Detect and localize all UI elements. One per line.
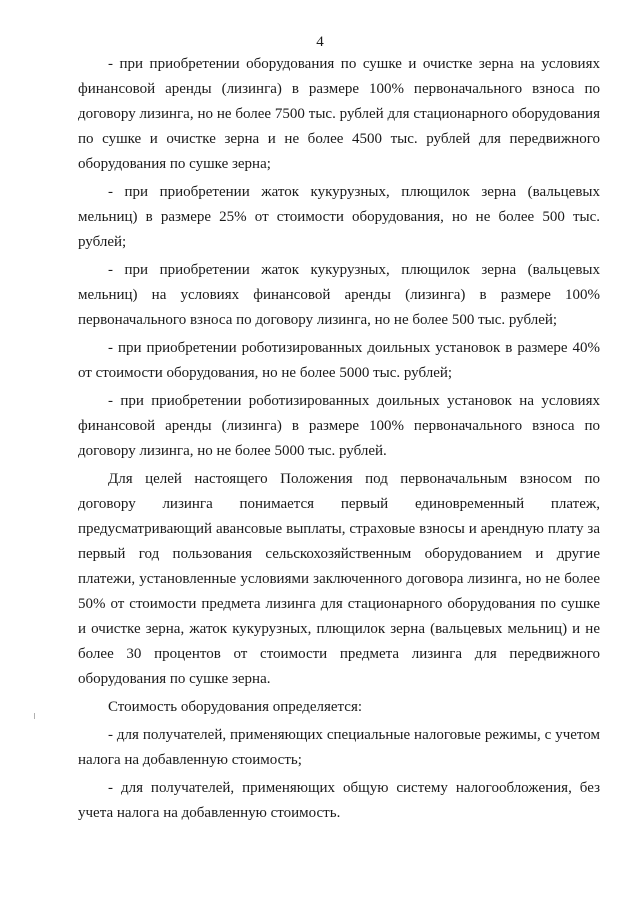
- paragraph-milking-robots-leasing: - при приобретении роботизированных доильных установок на условиях финансовой аренды (лизинга) в размере 100% первоначального взноса по договору лизинга, но не более 5000 тыс. рублей.: [78, 393, 600, 459]
- paragraph-general-tax-system: - для получателей, применяющих общую систему налогообложения, без учета налога на добавленную стоимость.: [78, 780, 600, 821]
- scan-artifact: [34, 713, 35, 719]
- document-body: [78, 52, 600, 829]
- paragraph-initial-payment-definition: Для целей настоящего Положения под первоначальным взносом по договору лизинга понимается первый единовременный платеж, предусматривающий авансовые выплаты, страховые взносы и арендную плату за первый год пользования сельскохозяйственным оборудованием и другие платежи, установленные условиями заключенного договора лизинга, но не более 50% от стоимости предмета лизинга для стационарного оборудования по сушке и очистке зерна, жаток кукурузных, плющилок зерна (вальцевых мельниц) и не более 30 процентов от стоимости предмета лизинга для передвижного оборудования по сушке зерна.: [78, 471, 600, 687]
- paragraph-cost-determination: Стоимость оборудования определяется:: [108, 699, 363, 715]
- paragraph-special-tax-regime: - для получателей, применяющих специальные налоговые режимы, с учетом налога на добавленную стоимость;: [78, 727, 600, 768]
- paragraph-leasing-drying-equipment: - при приобретении оборудования по сушке и очистке зерна на условиях финансовой аренды (лизинга) в размере 100% первоначального взноса по договору лизинга, но не более 7500 тыс. рублей для стационарного оборудования по сушке и очистке зерна и не более 4500 тыс. рублей для передвижного оборудования по сушке зерна;: [78, 56, 600, 172]
- paragraph-corn-headers-leasing: - при приобретении жаток кукурузных, плющилок зерна (вальцевых мельниц) на условиях финансовой аренды (лизинга) в размере 100% первоначального взноса по договору лизинга, но не более 500 тыс. рублей;: [78, 262, 600, 328]
- paragraph-corn-headers-purchase: - при приобретении жаток кукурузных, плющилок зерна (вальцевых мельниц) в размере 25% от стоимости оборудования, но не более 500 тыс. рублей;: [78, 184, 600, 250]
- page-number: 4: [316, 34, 324, 50]
- paragraph-milking-robots-purchase: - при приобретении роботизированных доильных установок в размере 40% от стоимости оборудования, но не более 5000 тыс. рублей;: [78, 340, 600, 381]
